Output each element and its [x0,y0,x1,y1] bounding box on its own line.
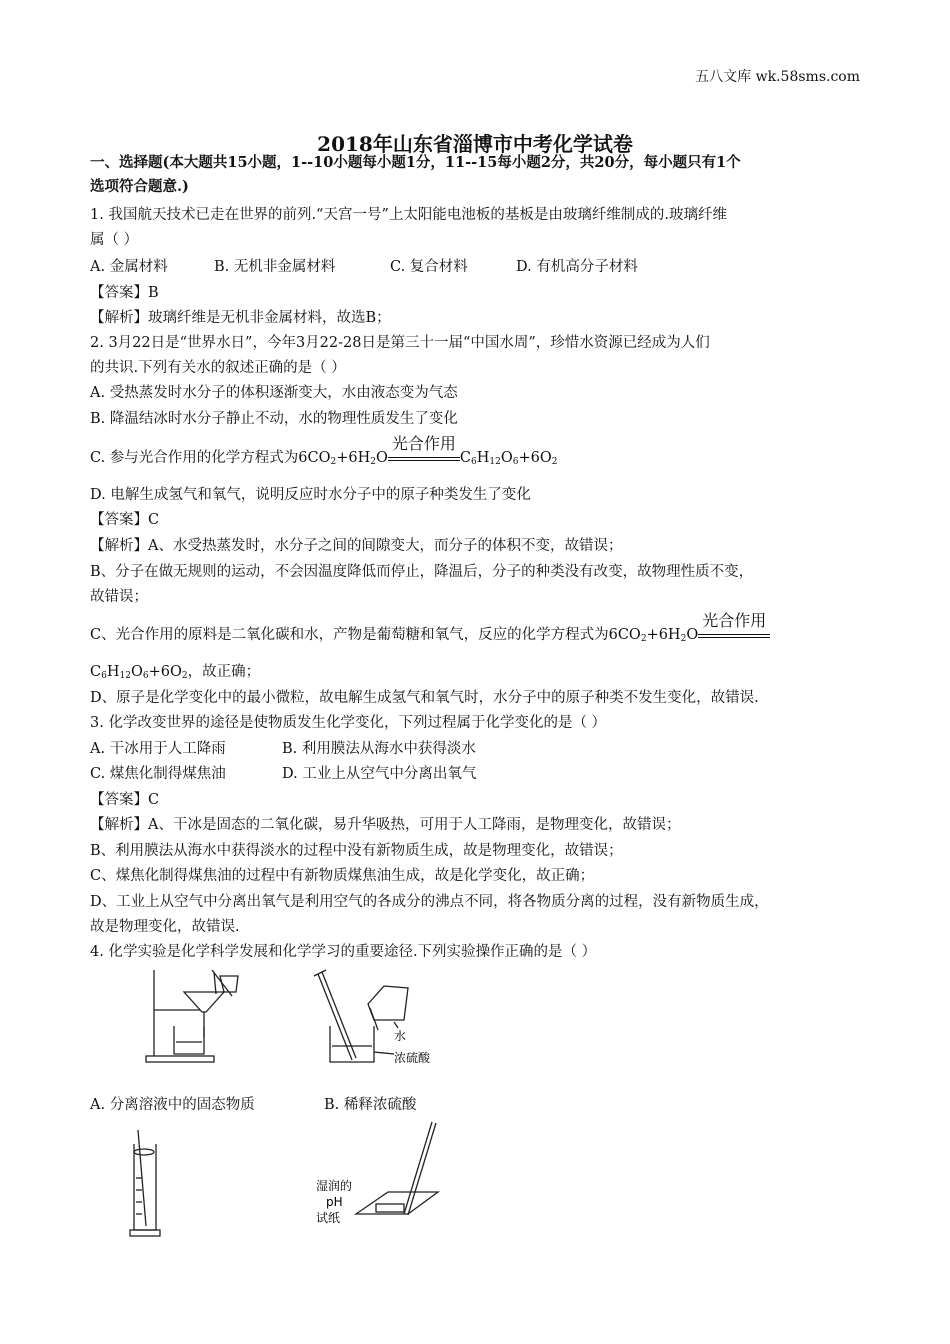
q2-option-c: C. 参与光合作用的化学方程式为$6CO_2+6H_2O$ 光合作用 $C_6H_{12}O_6+6O_2$ [90,434,558,467]
q1-options [90,256,870,278]
figure-ph-paper [312,1118,452,1236]
q3-option-a: A. 干冰用于人工降雨 [90,741,226,757]
label-ph: pH [326,1195,343,1209]
section-heading: 一、选择题(本大题共15小题，1--10小题每小题1分，11--15每小题2分，共20分，每小题只有1个 [90,154,741,171]
q2-option-a: A. 受热蒸发时水分子的体积逐渐变大，水由液态变为气态 [90,385,458,401]
q2-stem-cont: 的共识.下列有关水的叙述正确的是（ ） [90,360,346,376]
reaction-arrow-2: 光合作用 [698,624,770,646]
q2-analysis-c-cont: $C_6H_{12}O_6+6O_2$，故正确； [90,664,261,681]
q3-options-cd [90,763,870,785]
section-heading-cont: 选项符合题意.) [90,178,189,195]
figure-cylinder [122,1128,172,1240]
q3-analysis-a: 【解析】A、干冰是固态的二氧化碳，易升华吸热，可用于人工降雨，是物理变化，故错误； [90,817,681,833]
figure-filtration [140,966,260,1066]
q4-stem: 4. 化学实验是化学科学发展和化学学习的重要途径.下列实验操作正确的是（ ） [90,944,597,960]
q2-analysis-b: B、分子在做无规则的运动，不会因温度降低而停止，降温后，分子的种类没有改变，故物理性质不变， [90,564,754,580]
q1-stem: 1. 我国航天技术已走在世界的前列.“天宫一号”上太阳能电池板的基板是由玻璃纤维制成的.玻璃纤维 [90,207,727,223]
q1-stem-cont: 属（ ） [90,232,139,248]
reaction-condition: 光合作用 [391,434,456,453]
page-title: 2018年山东省淄博市中考化学试卷 [317,132,633,156]
site-header: 五八文库 wk.58sms.com [695,69,860,85]
q1-option-b: B. 无机非金属材料 [214,259,336,275]
q3-analysis-d-cont: 故是物理变化，故错误. [90,919,240,935]
q3-stem: 3. 化学改变世界的途径是使物质发生化学变化，下列过程属于化学变化的是（ ） [90,715,607,731]
q4-option-a: A. 分离溶液中的固态物质 [90,1097,255,1113]
q2-option-b: B. 降温结冰时水分子静止不动，水的物理性质发生了变化 [90,411,458,427]
label-moist: 湿润的 [316,1179,353,1193]
q2-option-d: D. 电解生成氢气和氧气，说明反应时水分子中的原子种类发生了变化 [90,487,531,503]
q2-analysis-a: 【解析】A、水受热蒸发时，水分子之间的间隙变大，而分子的体积不变，故错误； [90,538,623,554]
q1-option-a: A. 金属材料 [90,259,168,275]
q2-answer: 【答案】C [90,512,160,528]
label-test-paper: 试纸 [316,1211,341,1225]
q3-analysis-d: D、工业上从空气中分离出氧气是利用空气的各成分的沸点不同，将各物质分离的过程，没有新物质生成， [90,894,769,910]
q3-option-d: D. 工业上从空气中分离出氧气 [282,766,477,782]
q2-analysis-c: C、光合作用的原料是二氧化碳和水，产物是葡萄糖和氧气，反应的化学方程式为$6CO_2+6H_2O$ 光合作用 [90,624,870,650]
q2-analysis-d: D、原子是化学变化中的最小微粒，故电解生成氢气和氧气时，水分子中的原子种类不发生变化，故错误. [90,690,759,706]
q4-options-ab [90,1094,870,1116]
q3-analysis-c: C、煤焦化制得煤焦油的过程中有新物质煤焦油生成，故是化学变化，故正确； [90,868,595,884]
reaction-arrow [388,434,460,469]
label-conc-acid: 浓硫酸 [394,1051,431,1065]
q1-answer: 【答案】B [90,285,159,301]
q3-analysis-b: B、利用膜法从海水中获得淡水的过程中没有新物质生成，故是物理变化，故错误； [90,843,623,859]
label-water: 水 [394,1029,407,1043]
q2-stem: 2. 3月22日是“世界水日”，今年3月22-28日是第三十一届“中国水周”，珍惜水资源已经成为人们 [90,335,710,351]
q1-option-c: C. 复合材料 [390,259,468,275]
q3-options-ab [90,738,870,760]
q2-analysis-b-cont: 故错误； [90,589,148,605]
q1-analysis: 【解析】玻璃纤维是无机非金属材料，故选B； [90,310,391,326]
q3-option-c: C. 煤焦化制得煤焦油 [90,766,226,782]
q3-answer: 【答案】C [90,792,160,808]
q3-option-b: B. 利用膜法从海水中获得淡水 [282,741,476,757]
q4-option-b: B. 稀释浓硫酸 [324,1097,417,1113]
figure-dilute-acid [308,968,468,1078]
q1-option-d: D. 有机高分子材料 [516,259,638,275]
